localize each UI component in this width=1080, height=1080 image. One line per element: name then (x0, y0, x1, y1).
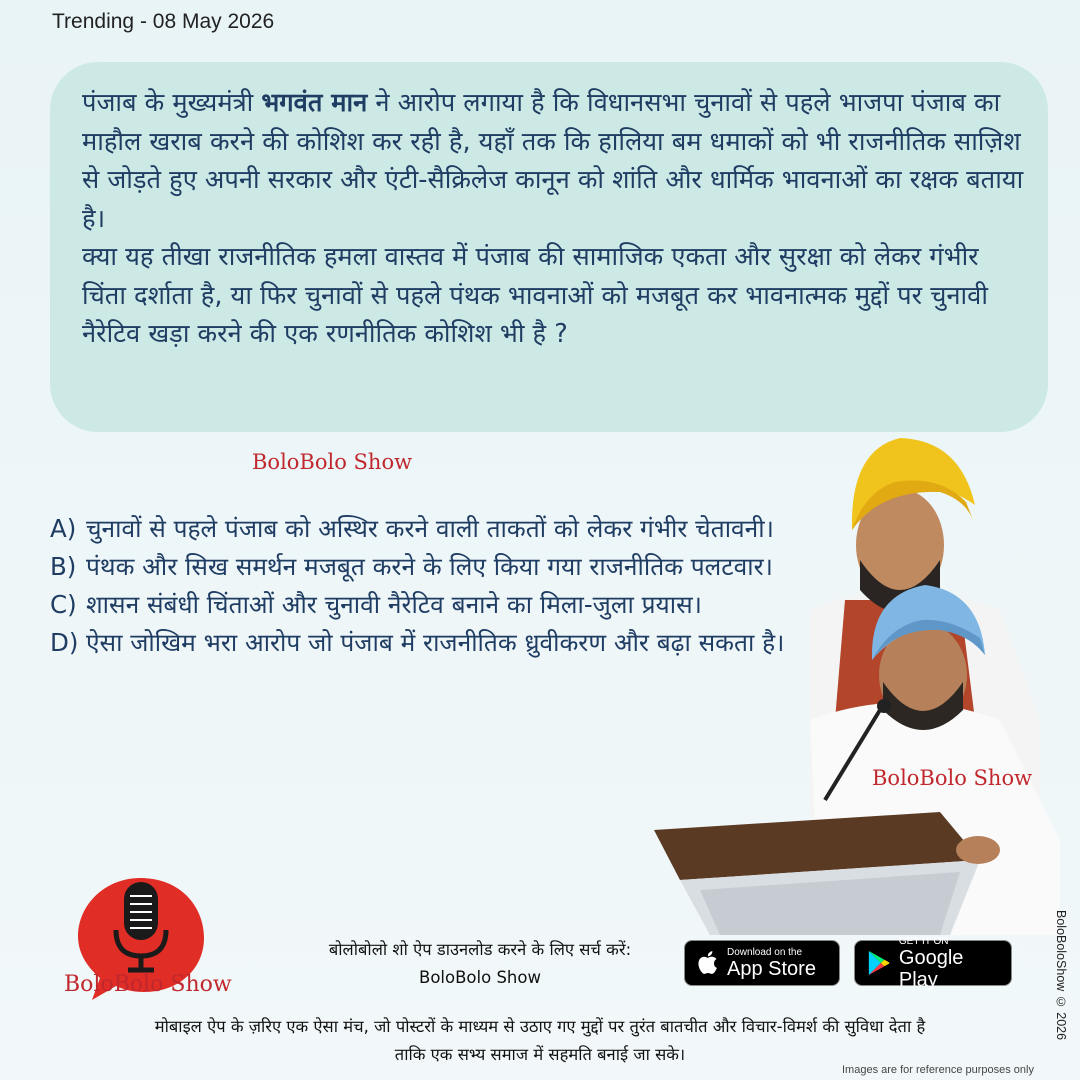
question-part-1: पंजाब के मुख्यमंत्री (82, 88, 262, 118)
copyright-text: BoloBoloShow © 2026 (1054, 910, 1068, 1041)
brand-watermark: BoloBolo Show (252, 450, 413, 474)
disclaimer-text: Images are for reference purposes only (842, 1064, 1034, 1076)
question-part-2: ने आरोप लगाया है कि विधानसभा चुनावों से पहले भाजपा पंजाब का माहौल खराब करने की कोशिश कर रही है, यहाँ तक कि हालिया बम धमाकों को भी राजनीतिक साज़िश से जोड़ते हुए अपनी सरकार और एंटी-सैक्रिलेज कानून को शांति और धार्मिक भावनाओं का रक्षक बताया है। (82, 88, 1024, 234)
question-part-3: क्या यह तीखा राजनीतिक हमला वास्तव में पंजाब की सामाजिक एकता और सुरक्षा को लेकर गंभीर चिंता दर्शाता है, या फिर चुनावों से पहले पंथक भावनाओं को मजबूत कर भावनात्मक मुद्दों पर चुनावी नैरेटिव खड़ा करने की एक रणनीतिक कोशिश भी है ? (82, 242, 988, 349)
politicians-photo (640, 420, 1080, 935)
footer-line-1: मोबाइल ऐप के ज़रिए एक ऐसा मंच, जो पोस्टरों के माध्यम से उठाए गए मुद्दों पर तुरंत बातचीत और विचार-विमर्श की सुविधा देता है (154, 1017, 926, 1036)
download-line-2: BoloBolo Show (419, 968, 541, 987)
logo-brand-text: BoloBolo Show (64, 972, 232, 997)
trending-date: Trending - 08 May 2026 (52, 10, 275, 33)
footer-line-2: ताकि एक सभ्य समाज में सहमति बनाई जा सके। (394, 1045, 686, 1064)
app-store-big: App Store (727, 957, 816, 980)
option-text: पंथक और सिख समर्थन मजबूत करने के लिए किया गया राजनीतिक पलटवार। (86, 552, 773, 581)
option-text: ऐसा जोखिम भरा आरोप जो पंजाब में राजनीतिक ध्रुवीकरण और बढ़ा सकता है। (86, 628, 785, 657)
brand-watermark-photo: BoloBolo Show (872, 766, 1033, 790)
question-text (82, 84, 1028, 354)
question-name: भगवंत मान (261, 88, 368, 118)
google-play-small: GET IT ON (898, 935, 949, 947)
option-key: C) (50, 590, 77, 619)
option-text: चुनावों से पहले पंजाब को अस्थिर करने वाली ताकतों को लेकर गंभीर चेतावनी। (86, 514, 774, 543)
download-label (280, 936, 680, 992)
google-play-big: Google Play (898, 946, 964, 991)
footer-text (40, 1013, 1040, 1069)
option-key: A) (50, 514, 77, 543)
app-store-button[interactable] (684, 940, 840, 986)
option-text: शासन संबंधी चिंताओं और चुनावी नैरेटिव बनाने का मिला-जुला प्रयास। (86, 590, 702, 619)
google-play-icon (867, 949, 891, 977)
apple-icon (697, 950, 719, 976)
app-store-small: Download on the (727, 946, 803, 958)
option-key: B) (50, 552, 77, 581)
download-line-1: बोलोबोलो शो ऐप डाउनलोड करने के लिए सर्च करें: (328, 940, 632, 959)
question-box (50, 62, 1048, 432)
option-key: D) (50, 628, 79, 657)
google-play-button[interactable] (854, 935, 1012, 991)
